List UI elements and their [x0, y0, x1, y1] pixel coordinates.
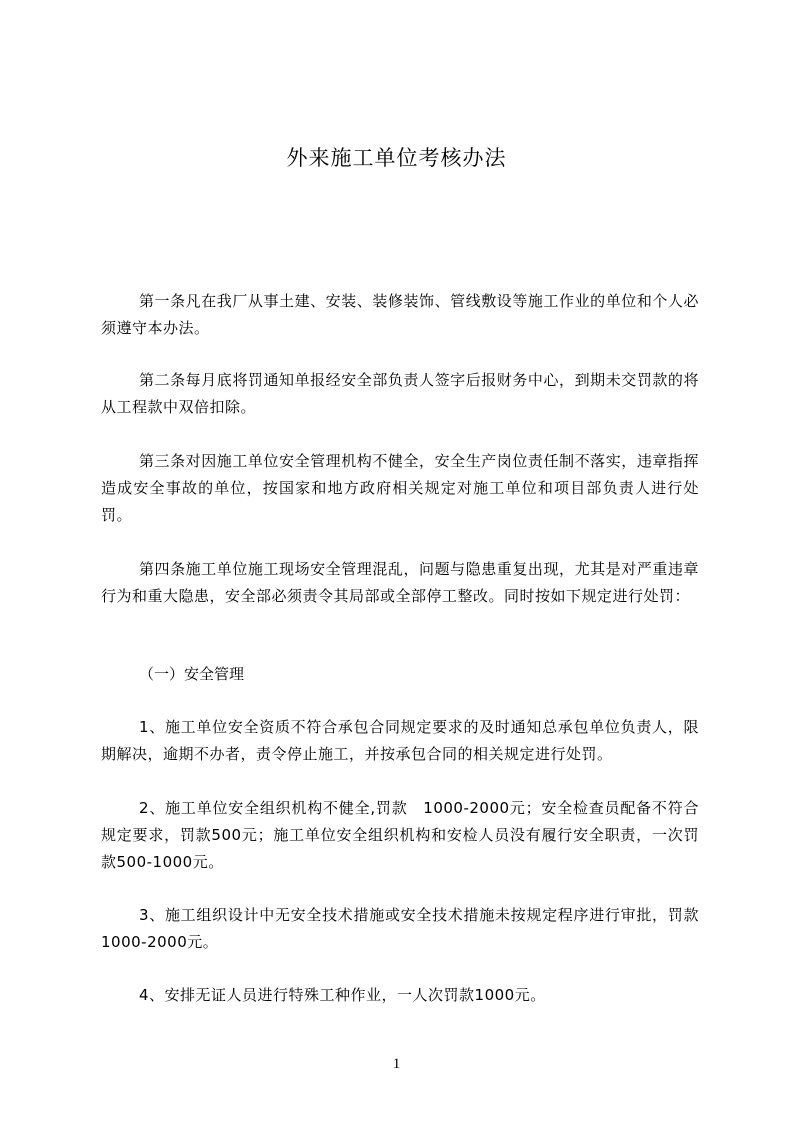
article-4-paragraph: 第四条施工单位施工现场安全管理混乱，问题与隐患重复出现，尤其是对严重违章行为和重大隐患，安全部必须责令其局部或全部停工整改。同时按如下规定进行处罚： [101, 560, 699, 605]
list-item: 4、安排无证人员进行特殊工种作业，一人次罚款1000元。 [139, 986, 546, 1004]
article-2-paragraph: 第二条每月底将罚通知单报经安全部负责人签字后报财务中心，到期未交罚款的将从工程款中双倍扣除。 [101, 371, 699, 416]
list-item: 2、施工单位安全组织机构不健全,罚款 1000-2000元；安全检查员配备不符合规定要求，罚款500元；施工单位安全组织机构和安检人员没有履行安全职责，一次罚款500-1000元。 [101, 799, 699, 871]
section-heading-safety-management: （一）安全管理 [139, 665, 245, 683]
article-3-paragraph: 第三条对因施工单位安全管理机构不健全，安全生产岗位责任制不落实，违章指挥造成安全事故的单位，按国家和地方政府相关规定对施工单位和项目部负责人进行处罚。 [101, 452, 699, 524]
list-item: 1、施工单位安全资质不符合承包合同规定要求的及时通知总承包单位负责人，限期解决，逾期不办者，责令停止施工，并按承包合同的相关规定进行处罚。 [101, 718, 699, 763]
list-item: 3、施工组织设计中无安全技术措施或安全技术措施未按规定程序进行审批，罚款1000-2000元。 [101, 906, 699, 951]
document-title: 外来施工单位考核办法 [286, 146, 507, 170]
page-number: 1 [392, 1056, 401, 1072]
article-1-paragraph: 第一条凡在我厂从事土建、安装、装修装饰、管线敷设等施工作业的单位和个人必须遵守本办法。 [101, 292, 699, 337]
